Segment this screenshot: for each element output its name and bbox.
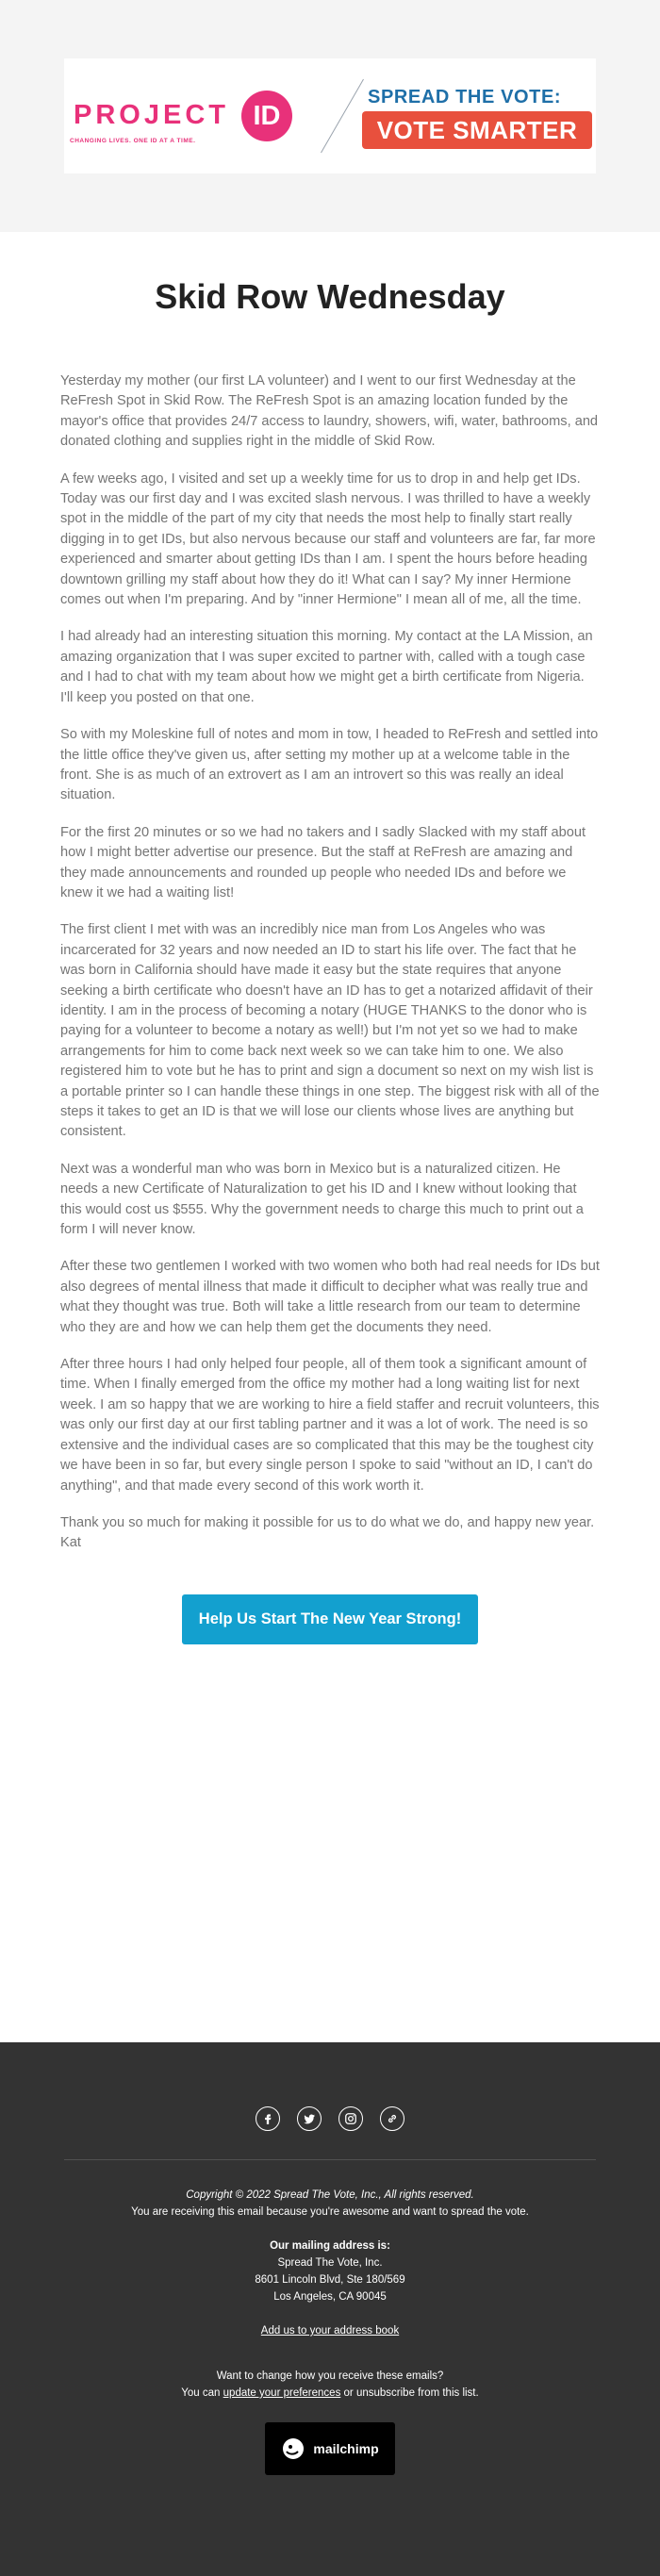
project-id-tagline: CHANGING LIVES. ONE ID AT A TIME. — [70, 138, 196, 144]
email-footer — [0, 2042, 660, 2576]
mailchimp-label: mailchimp — [313, 2441, 379, 2456]
article-paragraph: A few weeks ago, I visited and set up a weekly time for us to drop in and help get IDs. Today was our first day and I was excited slash nervous. I was thrilled to have a weekly spot in the middle of the part of my city that needs the most help to finally start really digging in to get IDs, but also nervous because our staff and volunteers are far, far more experienced and smarter about getting IDs than I am. I spent the hours before heading downtown grilling my staff about how they do it! What can I say? My inner Hermione comes out when I'm preparing. And by "inner Hermione" I mean all of me, all the time. — [60, 471, 596, 608]
address-book-row — [0, 2322, 660, 2339]
mailchimp-badge[interactable] — [265, 2422, 395, 2475]
closing-text: Thank you so much for making it possible for us to do what we do, and happy new year. — [60, 1514, 595, 1530]
mailchimp-icon — [281, 2436, 305, 2461]
article-paragraph: Yesterday my mother (our first LA volunteer) and I went to our first Wednesday at the ReFresh Spot in Skid Row. The ReFresh Spot is an amazing location funded by the mayor's office that provides 24/7 access to laundry, showers, wifi, water, bathrooms, and donated clothing and supplies right in the middle of Skid Row. — [60, 373, 599, 450]
instagram-icon[interactable] — [338, 2106, 363, 2131]
footer-divider — [64, 2159, 596, 2160]
header-logo-banner[interactable] — [64, 58, 596, 173]
header-band — [0, 0, 660, 232]
project-id-circle-logo: ID — [241, 91, 292, 141]
update-preferences-link[interactable]: update your preferences — [223, 2387, 341, 2399]
email-body — [0, 232, 660, 2042]
subscription-reason: You are receiving this email because you're awesome and want to spread the vote. — [131, 2206, 529, 2218]
twitter-icon[interactable] — [297, 2106, 322, 2131]
article-paragraph: The first client I met with was an incredibly nice man from Los Angeles who was incarcerated for 32 years and now needed an ID to start his life over. The fact that he was born in California should have made it easy but the state requires that anyone seeking a birth certificate who doesn't have an ID has to get a notarized affidavit of their identity. I am in the process of becoming a notary (HUGE THANKS to the donor who is paying for a volunteer to become a notary as well!) but I'm not yet so we had to make arrangements for him to come back next week so we can take him to one. We also registered him to vote but he has to print and sign a document so next on my wish list is a portable printer so I can handle these things in one step. The biggest risk with all of the steps it takes to get an ID is that we will lose our clients whose lives are anything but consistent. — [60, 922, 600, 1140]
facebook-icon[interactable] — [256, 2106, 280, 2131]
project-id-wordmark: PROJECT — [74, 100, 229, 130]
social-links — [0, 2106, 660, 2131]
website-link-icon[interactable] — [380, 2106, 404, 2131]
article-paragraph: After these two gentlemen I worked with two women who both had real needs for IDs but also degrees of mental illness that made it difficult to decipher what was really true and what they thought was true. Both will take a little research from our team to determine who they are and how we can help them get the documents they need. — [60, 1259, 600, 1335]
logo-divider — [321, 79, 364, 153]
article-paragraph: After three hours I had only helped four people, all of them took a significant amount of time. When I finally emerged from the office my mother had a long waiting list for next week. I am so happy that we are working to hire a field staffer and recruit volunteers, this was only our first day at our first tabling partner and it was a lot of work. The need is so extensive and the individual cases are so complicated that this may be the toughest city we have been in so far, but every single person I spoke to said "without an ID, I can't do anything", and that made every second of this work worth it. — [60, 1357, 600, 1494]
article-title: Skid Row Wednesday — [155, 277, 505, 316]
add-to-address-book-link[interactable]: Add us to your address book — [260, 2325, 400, 2337]
address-line: 8601 Lincoln Blvd, Ste 180/569 — [255, 2274, 405, 2286]
spread-the-vote-wordmark: SPREAD THE VOTE: — [368, 87, 562, 107]
change-prompt: Want to change how you receive these emails? — [216, 2370, 444, 2382]
mailing-heading: Our mailing address is: — [270, 2240, 390, 2252]
address-line: Los Angeles, CA 90045 — [273, 2291, 387, 2303]
preferences-row: You can update your preferences or unsubscribe from this list. — [181, 2387, 479, 2399]
closing-block — [60, 1513, 600, 1554]
article-paragraph: So with my Moleskine full of notes and mom in tow, I headed to ReFresh and settled into the little office they've given us, after setting my mother up at a welcome table in the front. She is as much of an extrovert as I am an introvert so this was really an ideal situation. — [60, 727, 599, 803]
donate-cta-button[interactable]: Help Us Start The New Year Strong! — [182, 1594, 478, 1644]
vote-smarter-banner: VOTE SMARTER — [362, 111, 592, 149]
cta-container — [60, 1594, 600, 1644]
signature: Kat — [60, 1535, 81, 1551]
article-paragraph: For the first 20 minutes or so we had no takers and I sadly Slacked with my staff about how I might better advertise our presence. But the staff at ReFresh are amazing and they made announcements and rounded up people who needed IDs and before we knew it we had a waiting list! — [60, 824, 586, 900]
article-paragraph: I had already had an interesting situation this morning. My contact at the LA Mission, an amazing organization that I was super excited to partner with, called with a tough case and I had to chat with my team about how we might get a birth certificate from Nigeria. I'll keep you posted on that one. — [60, 629, 593, 705]
copyright-text: Copyright © 2022 Spread The Vote, Inc., All rights reserved. — [186, 2189, 474, 2201]
address-line: Spread The Vote, Inc. — [277, 2257, 383, 2269]
article-paragraph: Next was a wonderful man who was born in Mexico but is a naturalized citizen. He needs a new Certificate of Naturalization to get his ID and I knew without looking that this would cost us $555. Why the government needs to charge this much to print out a form I will never know. — [60, 1161, 584, 1238]
